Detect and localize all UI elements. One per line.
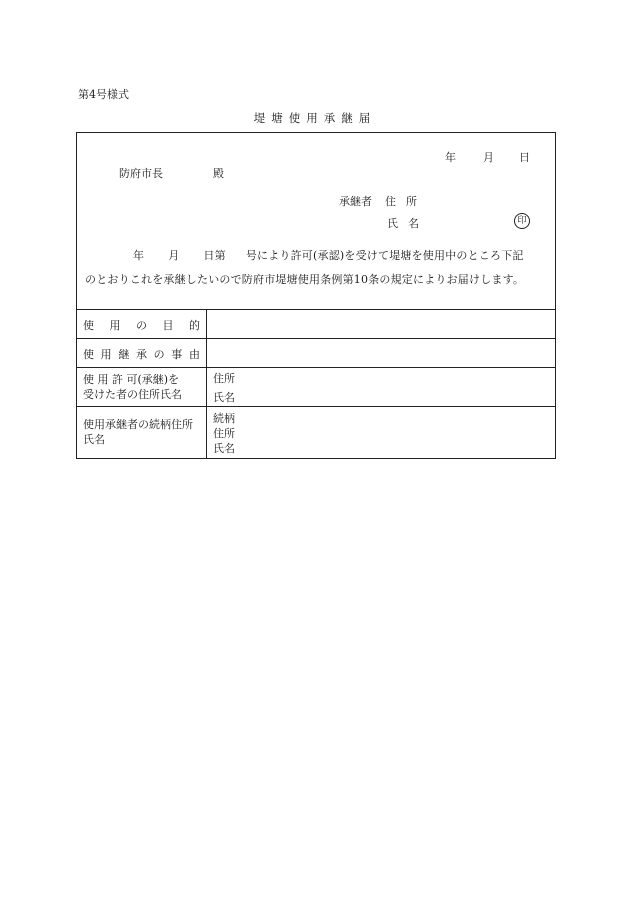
- reason-label-char: 承: [135, 348, 147, 361]
- permit-holder-address-label: 住所: [213, 372, 235, 385]
- successor-name-field-label: 氏名: [213, 442, 235, 455]
- reason-label-char: の: [153, 348, 165, 361]
- purpose-label-char: 使: [83, 319, 94, 332]
- successor-relation-label-line2: 氏名: [83, 433, 105, 446]
- permit-holder-value-cell[interactable]: [207, 368, 556, 407]
- body-line1-rest: 号により許可(承認)を受けて堤塘を使用中のところ下記: [245, 249, 524, 262]
- successor-relation-value-cell[interactable]: [207, 407, 556, 460]
- successor-name-label: 氏名: [387, 217, 429, 230]
- seal-mark: 印: [514, 213, 530, 229]
- successor-relation-label: [77, 407, 207, 460]
- reason-value-cell[interactable]: [207, 339, 556, 368]
- permit-holder-label-line1: 使 用 許 可(承継)を: [83, 373, 180, 386]
- body-text-line2: のとおりこれを承継したいので防府市堤塘使用条例第10条の規定によりお届けします。: [85, 273, 525, 286]
- relation-label: 続柄: [213, 412, 235, 425]
- successor-address-label: 住所: [385, 195, 427, 208]
- permit-holder-label: [77, 368, 207, 407]
- form-number: 第4号様式: [78, 88, 129, 101]
- table-row-reason: [77, 339, 555, 368]
- form-frame: [76, 132, 556, 459]
- purpose-label: [77, 310, 207, 339]
- reason-label: [77, 339, 207, 368]
- table-row-purpose: [77, 310, 555, 339]
- honorific: 殿: [213, 167, 224, 180]
- addressee: 防府市長: [119, 167, 163, 180]
- reason-label-char: 由: [188, 348, 200, 361]
- successor-relation-label-line1: 使用承継者の続柄住所: [83, 418, 193, 431]
- table-row-successor-relation: [77, 407, 555, 460]
- date-day: 日: [519, 151, 530, 164]
- reason-label-char: 事: [171, 348, 183, 361]
- body-month: 月: [168, 249, 180, 262]
- reason-label-char: 使: [83, 348, 94, 361]
- body-day: 日第: [203, 249, 226, 262]
- permit-holder-label-line2: 受けた者の住所氏名: [83, 388, 182, 401]
- date-month: 月: [483, 151, 494, 164]
- successor-label: 承継者: [339, 195, 372, 208]
- detail-table: [77, 309, 555, 459]
- successor-address-field-label: 住所: [213, 427, 235, 440]
- reason-label-char: 継: [118, 348, 130, 361]
- body-year: 年: [133, 249, 145, 262]
- body-text-line1: [85, 247, 524, 263]
- purpose-value-cell[interactable]: [207, 310, 556, 339]
- permit-holder-name-label: 氏名: [213, 391, 235, 404]
- purpose-label-char: の: [136, 319, 147, 332]
- purpose-label-char: 的: [189, 319, 200, 332]
- date-year: 年: [445, 151, 456, 164]
- form-title: 堤塘使用承継届: [253, 111, 377, 125]
- table-row-permit-holder: [77, 368, 555, 407]
- purpose-label-char: 用: [109, 319, 121, 332]
- reason-label-char: 用: [100, 348, 112, 361]
- purpose-label-char: 目: [162, 319, 174, 332]
